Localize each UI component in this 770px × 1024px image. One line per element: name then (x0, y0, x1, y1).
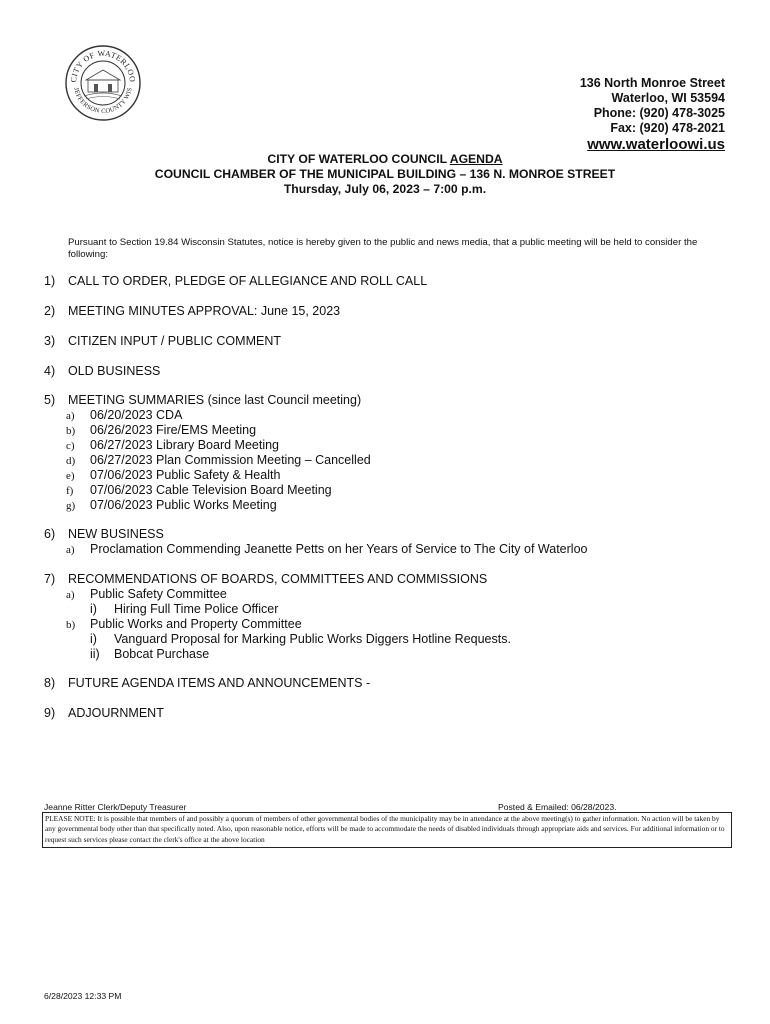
clerk-signature-line: Jeanne Ritter Clerk/Deputy Treasurer (44, 802, 187, 812)
street-address: 136 North Monroe Street (579, 76, 725, 90)
title-line-1 (0, 152, 770, 167)
summary-item (66, 408, 182, 424)
agenda-item-6 (44, 527, 164, 542)
sub-letter: a) (66, 589, 75, 601)
agenda-item-7 (44, 572, 487, 587)
recommendation-subitem (90, 632, 511, 647)
sub-text: 07/06/2023 Public Works Meeting (90, 498, 277, 512)
summary-item (66, 438, 279, 454)
print-timestamp: 6/28/2023 12:33 PM (44, 991, 122, 1001)
summary-item (66, 483, 332, 499)
sub-text: 06/27/2023 Plan Commission Meeting – Cancelled (90, 453, 371, 467)
sub-text: Public Works and Property Committee (90, 617, 302, 631)
item-number: 2) (44, 304, 56, 318)
roman-numeral: ii) (90, 647, 100, 661)
summary-item (66, 423, 256, 439)
item-text: CITIZEN INPUT / PUBLIC COMMENT (68, 334, 281, 348)
item-number: 7) (44, 572, 56, 586)
item-text: ADJOURNMENT (68, 706, 164, 720)
recommendation-subitem (90, 602, 278, 617)
svg-text:JEFFERSON COUNTY WIS: JEFFERSON COUNTY WIS (72, 86, 134, 116)
posted-date: Posted & Emailed: 06/28/2023. (498, 802, 617, 812)
city-seal-logo (64, 44, 142, 122)
sub-letter: d) (66, 455, 76, 467)
sub-text: Proclamation Commending Jeanette Petts on her Years of Service to The City of Waterloo (90, 542, 588, 556)
legal-notice-box: PLEASE NOTE: It is possible that members of and possibly a quorum of members of other governmental bodies of the municipality may be in attendance at the above meeting(s) to gather information. No action will be taken by any governmental body other than that specifically noted. Also, upon reasonable notice, efforts will be made to accommodate the needs of disabled individuals through appropriate aids and services. For additional information or to request such services please contact the clerk's office at the above location (42, 812, 732, 848)
subsub-text: Hiring Full Time Police Officer (114, 602, 279, 616)
agenda-item-3 (44, 334, 281, 349)
new-business-item (66, 542, 587, 558)
item-number: 8) (44, 676, 56, 690)
agenda-item-9 (44, 706, 164, 721)
public-notice: Pursuant to Section 19.84 Wisconsin Statutes, notice is hereby given to the public and news media, that a public meeting will be held to consider the following: (68, 237, 698, 260)
address-block (580, 76, 725, 154)
roman-numeral: i) (90, 632, 97, 646)
fax-number: Fax: (920) 478-2021 (610, 121, 725, 135)
item-text: MEETING SUMMARIES (since last Council meeting) (68, 393, 362, 407)
title-agenda-word: AGENDA (449, 152, 503, 166)
sub-letter: g) (66, 500, 76, 512)
sub-text: 07/06/2023 Cable Television Board Meeting (90, 483, 332, 497)
summary-item (66, 468, 280, 484)
sub-letter: c) (66, 440, 75, 452)
sub-letter: b) (66, 619, 76, 631)
sub-letter: b) (66, 425, 76, 437)
item-number: 3) (44, 334, 56, 348)
item-text: FUTURE AGENDA ITEMS AND ANNOUNCEMENTS - (68, 676, 371, 690)
recommendation-item (66, 617, 302, 633)
subsub-text: Bobcat Purchase (114, 647, 210, 661)
title-line-2: COUNCIL CHAMBER OF THE MUNICIPAL BUILDING – 136 N. MONROE STREET (154, 167, 616, 181)
item-number: 9) (44, 706, 56, 720)
svg-text:CITY OF WATERLOO: CITY OF WATERLOO (68, 48, 138, 83)
agenda-item-5 (44, 393, 361, 408)
sub-text: 06/27/2023 Library Board Meeting (90, 438, 280, 452)
agenda-item-2 (44, 304, 340, 319)
sub-letter: a) (66, 544, 75, 556)
item-number: 5) (44, 393, 56, 407)
sub-text: Public Safety Committee (90, 587, 227, 601)
item-number: 4) (44, 364, 56, 378)
item-text: NEW BUSINESS (68, 527, 164, 541)
sub-text: 06/20/2023 CDA (90, 408, 183, 422)
title-prefix: CITY OF WATERLOO COUNCIL (267, 152, 450, 166)
agenda-item-8 (44, 676, 370, 691)
city-state-zip: Waterloo, WI 53594 (611, 91, 725, 105)
sub-letter: f) (66, 485, 74, 497)
summary-item (66, 498, 277, 514)
subsub-text: Vanguard Proposal for Marking Public Works Diggers Hotline Requests. (114, 632, 511, 646)
sub-text: 07/06/2023 Public Safety & Health (90, 468, 281, 482)
recommendation-subitem (90, 647, 209, 662)
item-text: OLD BUSINESS (68, 364, 161, 378)
roman-numeral: i) (90, 602, 97, 616)
phone-number: Phone: (920) 478-3025 (593, 106, 725, 120)
website-link[interactable]: www.waterloowi.us (587, 136, 725, 153)
item-number: 6) (44, 527, 56, 541)
sub-letter: e) (66, 470, 75, 482)
item-text: RECOMMENDATIONS OF BOARDS, COMMITTEES AND COMMISSIONS (68, 572, 488, 586)
item-text: MEETING MINUTES APPROVAL: June 15, 2023 (68, 304, 341, 318)
recommendation-item (66, 587, 227, 603)
item-number: 1) (44, 274, 56, 288)
agenda-item-1 (44, 274, 427, 289)
sub-letter: a) (66, 410, 75, 422)
agenda-title (0, 152, 770, 197)
item-text: CALL TO ORDER, PLEDGE OF ALLEGIANCE AND ROLL CALL (68, 274, 428, 288)
agenda-item-4 (44, 364, 160, 379)
summary-item (66, 453, 371, 469)
sub-text: 06/26/2023 Fire/EMS Meeting (90, 423, 257, 437)
title-line-3: Thursday, July 06, 2023 – 7:00 p.m. (283, 182, 487, 196)
